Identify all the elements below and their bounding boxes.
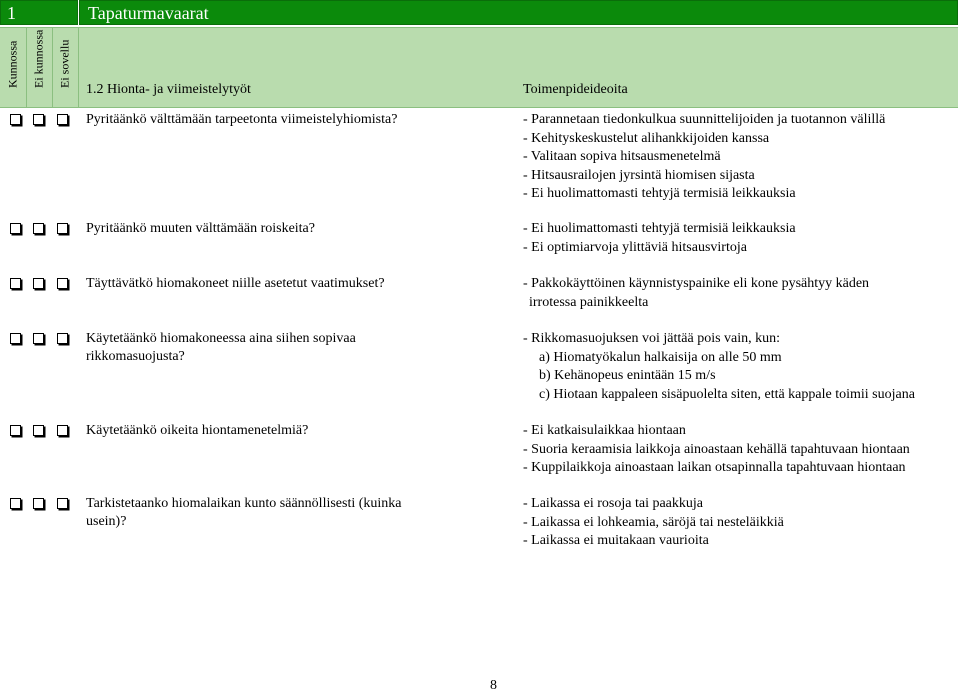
measure-item: - Pakkokäyttöinen käynnistyspainike eli kone pysähtyy käden [523,276,870,291]
measures-list [523,275,960,312]
measures-list [523,111,960,204]
checkbox-not-ok[interactable] [33,223,44,234]
checkbox-not-ok[interactable] [33,278,44,289]
checkbox-na[interactable] [57,278,68,289]
checkbox-ok[interactable] [10,333,21,344]
status-column-ok: Kunnossa [0,28,27,107]
checkbox-na[interactable] [57,498,68,509]
checkbox-not-ok[interactable] [33,333,44,344]
question-text: Täyttävätkö hiomakoneet niille asetetut vaatimukset? [86,276,385,291]
measure-item: - Valitaan sopiva hitsausmenetelmä [523,149,721,164]
measure-item: b) Kehänopeus enintään 15 m/s [539,368,716,383]
question-text: Käytetäänkö oikeita hiontamenetelmiä? [86,423,309,438]
checkbox-ok[interactable] [10,114,21,125]
checkbox-na[interactable] [57,114,68,125]
measure-item: a) Hiomatyökalun halkaisija on alle 50 mm [539,349,782,365]
measure-item: - Ei optimiarvoja ylittäviä hitsausvirtoja [523,239,747,255]
measure-item: - Laikassa ei rosoja tai paakkuja [523,496,703,511]
question-text: Pyritäänkö välttämään tarpeetonta viimeistelyhiomista? [86,112,398,127]
checkbox-not-ok[interactable] [33,425,44,436]
checkbox-na[interactable] [57,223,68,234]
checkbox-ok[interactable] [10,425,21,436]
checkbox-ok[interactable] [10,498,21,509]
measure-item: - Parannetaan tiedonkulkua suunnittelijoiden ja tuotannon välillä [523,112,886,127]
status-column-not-ok: Ei kunnossa [26,28,53,107]
page-number: 8 [490,678,497,693]
checkbox-not-ok[interactable] [33,114,44,125]
question-text: Käytetäänkö hiomakoneessa aina siihen sopivaa rikkomasuojusta? [86,331,356,364]
measure-item: - Ei katkaisulaikkaa hiontaan [523,423,686,438]
subsection-title: 1.2 Hionta- ja viimeistelytyöt [86,82,251,97]
measure-item: - Ei huolimattomasti tehtyjä termisiä leikkauksia [523,221,796,236]
measure-item: irrotessa painikkeelta [529,294,649,310]
measure-item: - Rikkomasuojuksen voi jättää pois vain, kun: [523,331,781,346]
measure-item: - Laikassa ei lohkeamia, säröjä tai nesteläikkiä [523,514,784,530]
measure-item: c) Hiotaan kappaleen sisäpuolelta siten, että kappale toimii suojana [539,386,915,402]
section-number: 1 [0,0,78,25]
measure-item: - Kehityskeskustelut alihankkijoiden kanssa [523,130,770,146]
checkbox-na[interactable] [57,333,68,344]
measure-item: - Suoria keraamisia laikkoja ainoastaan kehällä tapahtuvaan hiontaan [523,441,910,457]
status-column-na: Ei sovellu [52,28,79,107]
measures-list [523,495,960,551]
checkbox-ok[interactable] [10,223,21,234]
question-text: Pyritäänkö muuten välttämään roiskeita? [86,221,315,236]
measure-item: - Laikassa ei muitakaan vaurioita [523,533,709,548]
checkbox-ok[interactable] [10,278,21,289]
question-text: Tarkistetaanko hiomalaikan kunto säännöllisesti (kuinka usein)? [86,496,402,529]
measure-item: - Ei huolimattomasti tehtyjä termisiä leikkauksia [523,186,796,201]
measures-list [523,422,960,478]
section-title-bar: Tapaturmavaarat [79,0,958,25]
measure-item: - Hitsausrailojen jyrsintä hiomisen sijasta [523,167,755,183]
measure-item: - Kuppilaikkoja ainoastaan laikan otsapinnalla tapahtuvaan hiontaan [523,460,906,475]
measures-list [523,330,960,404]
checkbox-not-ok[interactable] [33,498,44,509]
measures-column-title: Toimenpideideoita [523,82,628,97]
measures-list [523,220,960,257]
checkbox-na[interactable] [57,425,68,436]
section-header [0,0,958,27]
